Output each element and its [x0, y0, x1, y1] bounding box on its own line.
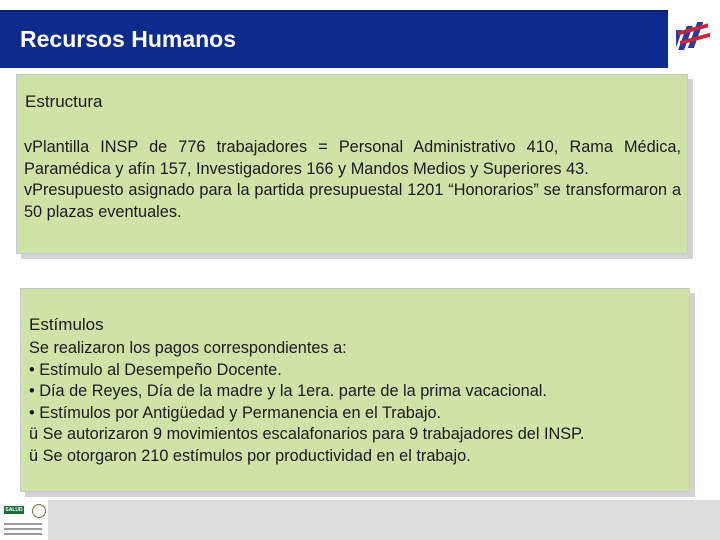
- estructura-body: [24, 137, 681, 223]
- footer-bar: [0, 500, 720, 540]
- seal-icon: [32, 504, 46, 518]
- estructura-panel: [16, 74, 688, 254]
- estimulos-line: • Día de Reyes, Día de la madre y la 1era. parte de la prima vacacional.: [29, 382, 547, 400]
- header-bar: [0, 10, 668, 68]
- diamond-bullet-icon: v: [24, 181, 33, 199]
- estimulos-line: Se realizaron los pagos correspondientes a:: [29, 339, 347, 357]
- estructura-item: vPresupuesto asignado para la partida presupuestal 1201 “Honorarios” se transformaron a 50 plazas eventuales.: [24, 181, 681, 221]
- estimulos-line: • Estímulo al Desempeño Docente.: [29, 360, 282, 379]
- insp-logo-icon: [676, 20, 712, 56]
- estimulos-line: ü Se otorgaron 210 estímulos por productividad en el trabajo.: [29, 446, 471, 465]
- insp-logo: [668, 10, 720, 66]
- estructura-item: vPlantilla INSP de 776 trabajadores = Personal Administrativo 410, Rama Médica, Paramédica y afín 157, Investigadores 166 y Mandos Medios y Superiores 43.: [24, 138, 681, 178]
- salud-label: SALUD: [5, 507, 23, 513]
- estimulos-heading: Estímulos: [29, 315, 104, 334]
- diamond-bullet-icon: v: [24, 138, 33, 156]
- estimulos-body: [29, 338, 684, 467]
- estructura-heading: Estructura: [25, 92, 103, 111]
- estimulos-panel: [20, 288, 690, 492]
- salud-logo-icon: [0, 500, 48, 540]
- estimulos-line: • Estímulos por Antigüedad y Permanencia en el Trabajo.: [29, 403, 442, 422]
- footer-fine-print: [4, 520, 42, 534]
- estimulos-line: ü Se autorizaron 9 movimientos escalafonarios para 9 trabajadores del INSP.: [29, 425, 585, 443]
- page-title: Recursos Humanos: [20, 26, 237, 52]
